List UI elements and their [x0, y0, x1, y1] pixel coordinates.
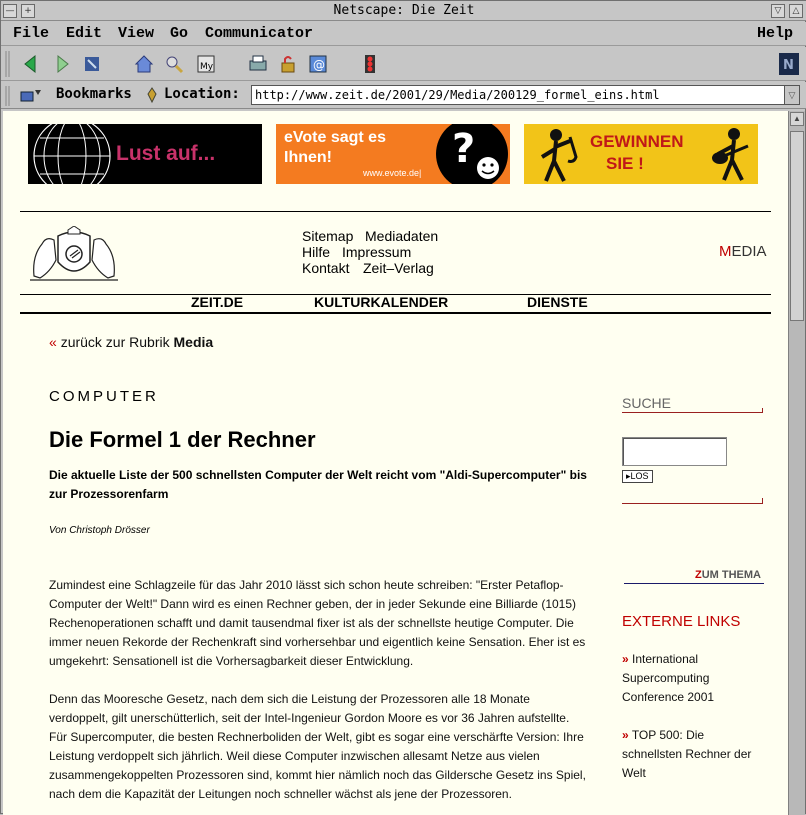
scroll-thumb[interactable] — [790, 131, 804, 321]
vertical-scrollbar[interactable] — [788, 111, 805, 815]
stop-icon[interactable] — [359, 53, 381, 75]
article-author: Von Christoph Drösser — [49, 525, 150, 536]
window-pin-button[interactable]: + — [21, 4, 35, 18]
location-grip[interactable] — [3, 84, 13, 108]
section-label — [719, 243, 767, 260]
banner-evote-line2: Ihnen! — [284, 149, 332, 166]
page-content — [3, 111, 788, 815]
breadcrumb-section: Media — [173, 334, 214, 350]
link-mediadaten[interactable]: Mediadaten — [365, 228, 439, 244]
location-icon[interactable] — [144, 86, 160, 104]
header-divider-top — [20, 211, 771, 212]
location-toolbar — [1, 82, 806, 109]
svg-text:?: ? — [452, 126, 476, 172]
link-impressum[interactable]: Impressum — [342, 244, 412, 260]
navigation-toolbar — [1, 47, 806, 81]
nav-kulturkalender[interactable]: KULTURKALENDER — [314, 294, 449, 310]
globe-icon — [28, 124, 128, 184]
banner-evote-line1: eVote sagt es — [284, 129, 386, 146]
menu-bar — [1, 22, 806, 46]
zum-thema-rest: UM THEMA — [701, 569, 762, 581]
netscape-logo-icon[interactable] — [779, 53, 799, 75]
external-link-isc[interactable] — [622, 650, 752, 707]
back-icon[interactable] — [21, 53, 43, 75]
zum-thema-initial: Z — [695, 569, 702, 581]
external-link-top500[interactable] — [622, 726, 762, 783]
bookmarks-label[interactable]: Bookmarks — [56, 86, 132, 102]
external-links-heading: EXTERNE LINKS — [622, 613, 741, 630]
svg-text:@: @ — [313, 58, 325, 72]
maximize-button[interactable]: △ — [789, 4, 803, 18]
url-dropdown-button[interactable]: ▽ — [784, 85, 800, 105]
search-heading: SUCHE — [622, 395, 672, 411]
menu-view[interactable]: View — [118, 25, 155, 42]
menu-edit[interactable]: Edit — [66, 25, 103, 42]
link-zeit-verlag[interactable]: Zeit–Verlag — [363, 260, 434, 276]
bookmarks-icon[interactable] — [19, 86, 53, 104]
article-paragraph-2: Denn das Mooresche Gesetz, nach dem sich die Leistung der Prozessoren alle 18 Monate verdoppelt, gilt unerschütterlich, seit der Intel-Ingenieur Gordon Moore es vor 36 Jahren aufstellte. Für Supercomputer, die besten Rechnerboliden der Welt, gibt es sogar eine verschärfte Version: Ihre Leistung verdoppelt sich jährlich. Weil diese Computer inzwischen allesamt Netze aus vielen zusammengekoppelten Prozessoren sind, kommt hier nämlich noch das Gildersche Gesetz ins Spiel, nach dem die Kapazität der Leitungen noch schneller wächst als jene der Prozessoren. — [49, 692, 586, 801]
minimize-button[interactable]: ▽ — [771, 4, 785, 18]
print-icon[interactable] — [247, 53, 269, 75]
nav-zeit-de[interactable]: ZEIT.DE — [191, 294, 244, 310]
breadcrumb[interactable] — [49, 334, 213, 350]
article-paragraph-1: Zumindest eine Schlagzeile für das Jahr 2010 lässt sich schon heute schreiben: "Erster Petaflop-Computer der Welt!" Dann wird es einen Rechner geben, der in jeder Sekunde eine Billiarde (1015) Rechenoperationen schafft und damit tausendmal fixer ist als der schnellste heutige Computer. Die immer neuen Rekorde der Rechenkraft sind vorhersehbar und eigentlich keine Sensation. Eher ist es umgekehrt: Sensationell ist die Vorhersagbarkeit dieser Entwicklung. — [49, 578, 586, 668]
security-icon[interactable] — [277, 53, 299, 75]
home-icon[interactable] — [133, 53, 155, 75]
svg-text:N: N — [783, 58, 794, 73]
breadcrumb-mark: « — [49, 334, 57, 350]
search-heading-rule-tick — [762, 408, 763, 413]
search-input[interactable] — [622, 437, 727, 466]
external-link-top500-text: TOP 500: Die schnellsten Rechner der Welt — [622, 728, 752, 780]
menu-go[interactable]: Go — [170, 25, 189, 42]
menu-communicator[interactable]: Communicator — [205, 25, 314, 42]
search-box-rule — [622, 503, 763, 504]
nav-dienste[interactable]: DIENSTE — [527, 294, 588, 310]
forward-icon[interactable] — [51, 53, 73, 75]
shop-icon[interactable] — [307, 53, 329, 75]
external-link-isc-text: International Supercomputing Conference 2001 — [622, 652, 715, 704]
banner-gewinnen-line1: GEWINNEN — [590, 132, 684, 151]
my-netscape-icon[interactable] — [195, 53, 217, 75]
question-face-icon — [436, 124, 510, 184]
banner-gewinnen[interactable] — [524, 124, 758, 184]
window-title: Netscape: Die Zeit — [333, 3, 475, 18]
search-icon[interactable] — [163, 53, 185, 75]
guitar-player-icon — [704, 126, 758, 182]
zeit-crest-logo-icon[interactable] — [28, 226, 120, 284]
search-box-rule-tick — [762, 498, 763, 503]
banner-lust-auf[interactable] — [28, 124, 262, 184]
search-heading-rule — [622, 412, 763, 413]
article-title: Die Formel 1 der Rechner — [49, 427, 316, 452]
toolbar-grip[interactable] — [3, 49, 13, 79]
banner-evote[interactable] — [276, 124, 510, 184]
saxophone-player-icon — [528, 127, 584, 183]
url-input[interactable]: http://www.zeit.de/2001/29/Media/200129_formel_eins.html — [251, 85, 785, 105]
article-lead: Die aktuelle Liste der 500 schnellsten Computer der Welt reicht vom "Aldi-Supercomputer" bis zur Prozessorenfarm — [49, 468, 587, 501]
svg-text:My: My — [200, 62, 214, 72]
search-go-button[interactable]: ▸LOS — [622, 470, 653, 483]
external-link-isc-bullet: » — [622, 652, 629, 666]
banner-evote-url: www.evote.de| — [363, 168, 422, 178]
reload-icon[interactable] — [81, 53, 103, 75]
menu-file[interactable]: File — [13, 25, 50, 42]
window-menu-button[interactable]: — — [3, 4, 17, 18]
title-bar[interactable] — [1, 1, 806, 21]
external-link-top500-bullet: » — [622, 728, 629, 742]
link-kontakt[interactable]: Kontakt — [302, 260, 350, 276]
link-sitemap[interactable]: Sitemap — [302, 228, 354, 244]
menu-help[interactable]: Help — [757, 25, 794, 42]
location-label: Location: — [164, 86, 240, 102]
scroll-up-arrow[interactable]: ▲ — [790, 112, 804, 126]
zum-thema-rule — [624, 583, 764, 584]
section-label-rest: EDIA — [731, 243, 767, 260]
nav-divider-bottom — [20, 312, 771, 314]
link-hilfe[interactable]: Hilfe — [302, 244, 331, 260]
banner-lust-auf-text: Lust auf... — [116, 142, 216, 165]
zum-thema-link[interactable] — [695, 569, 761, 581]
banner-gewinnen-line2: SIE ! — [606, 154, 644, 173]
section-label-initial: M — [719, 243, 732, 260]
article-kicker: COMPUTER — [49, 388, 159, 405]
breadcrumb-text: zurück zur Rubrik — [60, 334, 174, 350]
